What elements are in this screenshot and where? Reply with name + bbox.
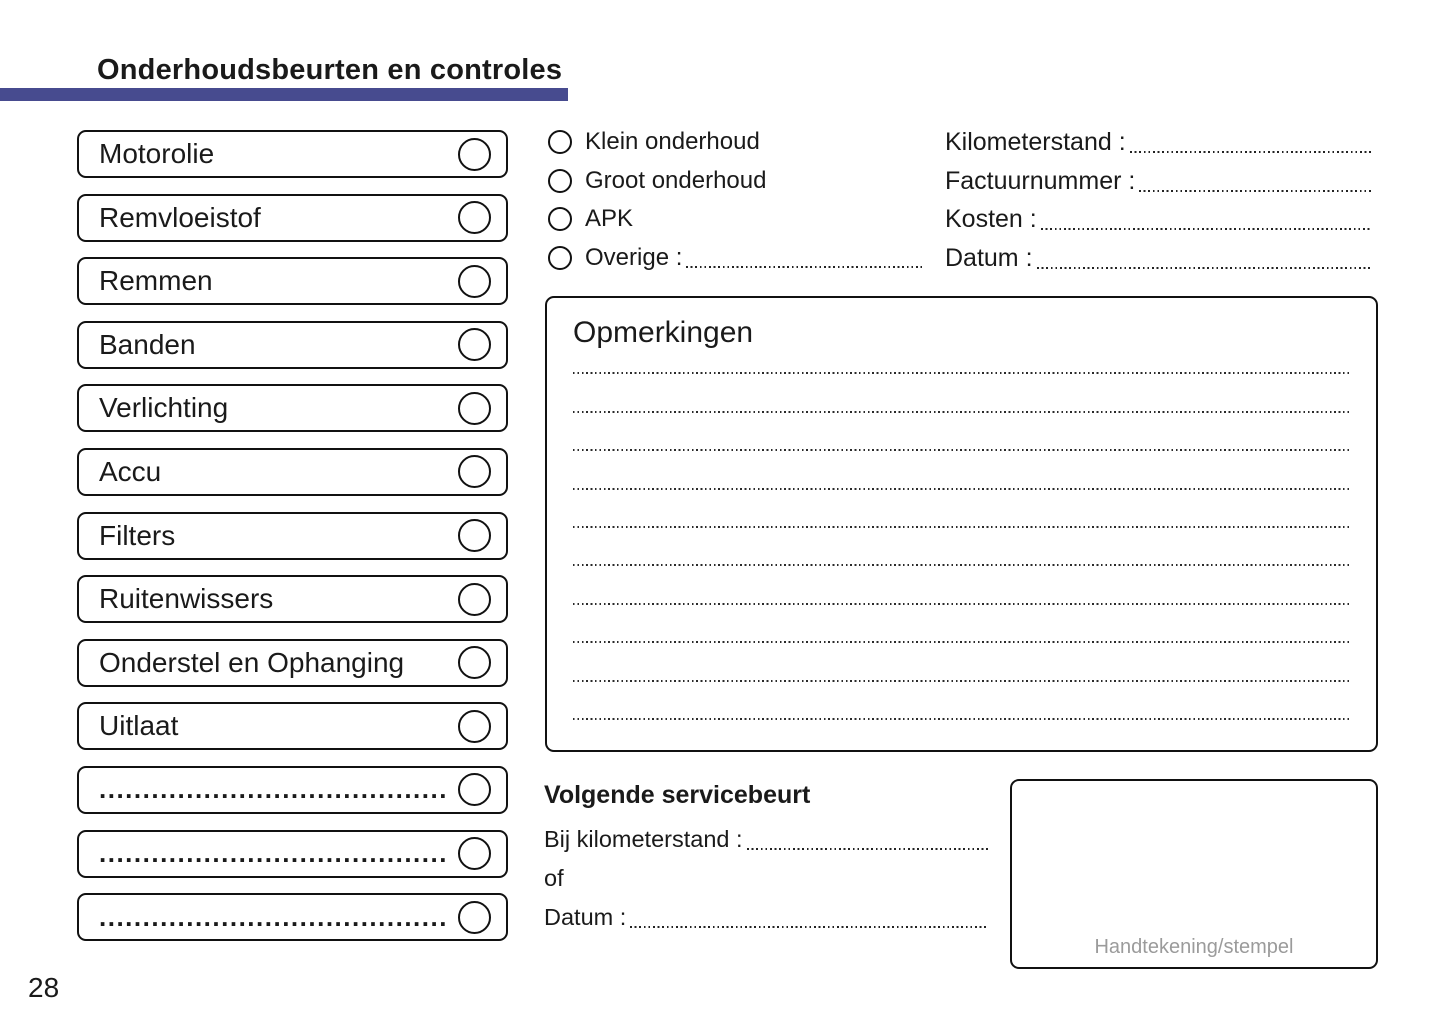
checklist-label: Remmen bbox=[99, 265, 213, 297]
checklist-row-verlichting bbox=[77, 384, 508, 432]
checkbox-circle[interactable] bbox=[458, 837, 491, 870]
radio-label: APK bbox=[585, 205, 634, 233]
dotted-write-in-line[interactable] bbox=[573, 566, 1350, 604]
remarks-title: Opmerkingen bbox=[573, 316, 754, 349]
checklist-label: Ruitenwissers bbox=[99, 583, 274, 615]
page-title: Onderhoudsbeurten en controles bbox=[97, 54, 563, 86]
checklist-row-motorolie bbox=[77, 130, 508, 178]
checklist-row-filters bbox=[77, 512, 508, 560]
service-type-options bbox=[548, 123, 922, 277]
checklist-row-remmen bbox=[77, 257, 508, 305]
checklist-label: Motorolie bbox=[99, 138, 215, 169]
checklist-label: Uitlaat bbox=[99, 710, 179, 742]
checklist-row-banden bbox=[77, 321, 508, 369]
service-option-overige bbox=[548, 239, 922, 278]
checkbox-circle[interactable] bbox=[458, 138, 491, 171]
dotted-write-in-line[interactable] bbox=[1041, 228, 1371, 230]
service-option-klein-onderhoud bbox=[548, 123, 922, 162]
blank-write-in-line[interactable]: ........................................ bbox=[99, 774, 448, 805]
radio-circle[interactable] bbox=[548, 169, 572, 193]
checklist-row-blank-3 bbox=[77, 893, 508, 941]
field-label: of bbox=[544, 865, 564, 891]
blank-write-in-line[interactable]: ........................................ bbox=[99, 901, 448, 932]
checkbox-circle[interactable] bbox=[458, 773, 491, 806]
radio-label: Groot onderhoud bbox=[585, 166, 767, 194]
remarks-write-in-area[interactable] bbox=[573, 336, 1350, 720]
checklist-row-ruitenwissers bbox=[77, 575, 508, 623]
dotted-write-in-line[interactable] bbox=[630, 926, 988, 928]
checklist-row-blank-2 bbox=[77, 830, 508, 878]
checkbox-circle[interactable] bbox=[458, 328, 491, 361]
field-label: Bij kilometerstand : bbox=[544, 826, 743, 852]
field-label: Kosten : bbox=[945, 205, 1037, 234]
next-service-of-text bbox=[544, 859, 988, 898]
radio-label: Klein onderhoud bbox=[585, 128, 760, 156]
checkbox-circle[interactable] bbox=[458, 265, 491, 298]
maintenance-checklist bbox=[77, 130, 508, 941]
checklist-label: Verlichting bbox=[99, 392, 229, 424]
dotted-write-in-line[interactable] bbox=[573, 374, 1350, 412]
signature-stamp-label: Handtekening/stempel bbox=[1094, 936, 1294, 958]
checkbox-circle[interactable] bbox=[458, 583, 491, 616]
checkbox-circle[interactable] bbox=[458, 392, 491, 425]
checklist-row-onderstel-en-ophanging bbox=[77, 639, 508, 687]
service-option-groot-onderhoud bbox=[548, 162, 922, 201]
field-factuurnummer bbox=[945, 162, 1371, 201]
service-option-apk bbox=[548, 200, 922, 239]
field-label: Factuurnummer : bbox=[945, 166, 1136, 195]
blank-write-in-line[interactable]: ........................................ bbox=[99, 838, 448, 869]
dotted-write-in-line[interactable] bbox=[686, 266, 922, 268]
checklist-label: Accu bbox=[99, 455, 162, 487]
checklist-row-remvloeistof bbox=[77, 194, 508, 242]
dotted-write-in-line[interactable] bbox=[573, 643, 1350, 681]
checkbox-circle[interactable] bbox=[458, 519, 491, 552]
dotted-write-in-line[interactable] bbox=[1130, 151, 1371, 153]
remarks-box bbox=[545, 296, 1378, 752]
checklist-label: Remvloeistof bbox=[99, 201, 261, 233]
field-bij-kilometerstand bbox=[544, 820, 988, 859]
field-kilometerstand bbox=[945, 123, 1371, 162]
checklist-label: Banden bbox=[99, 328, 196, 360]
checklist-row-blank-1 bbox=[77, 766, 508, 814]
dotted-write-in-line[interactable] bbox=[573, 528, 1350, 566]
radio-label: Overige : bbox=[585, 244, 683, 272]
dotted-write-in-line[interactable] bbox=[573, 605, 1350, 643]
field-label: Datum : bbox=[544, 904, 627, 930]
checkbox-circle[interactable] bbox=[458, 455, 491, 488]
dotted-write-in-line[interactable] bbox=[1037, 267, 1371, 269]
radio-circle[interactable] bbox=[548, 207, 572, 231]
field-label: Datum : bbox=[945, 244, 1033, 273]
checkbox-circle[interactable] bbox=[458, 710, 491, 743]
page-number: 28 bbox=[28, 972, 60, 1003]
radio-circle[interactable] bbox=[548, 246, 572, 270]
dotted-write-in-line[interactable] bbox=[573, 451, 1350, 489]
radio-circle[interactable] bbox=[548, 130, 572, 154]
next-service-title: Volgende servicebeurt bbox=[544, 781, 811, 809]
dotted-write-in-line[interactable] bbox=[1139, 190, 1371, 192]
field-next-datum bbox=[544, 898, 988, 937]
dotted-write-in-line[interactable] bbox=[573, 682, 1350, 720]
checklist-row-accu bbox=[77, 448, 508, 496]
checkbox-circle[interactable] bbox=[458, 901, 491, 934]
dotted-write-in-line[interactable] bbox=[573, 490, 1350, 528]
next-service-section bbox=[544, 781, 988, 937]
checklist-label: Onderstel en Ophanging bbox=[99, 646, 405, 678]
dotted-write-in-line[interactable] bbox=[573, 336, 1350, 374]
checkbox-circle[interactable] bbox=[458, 646, 491, 679]
title-underline-bar bbox=[0, 88, 568, 101]
field-kosten bbox=[945, 201, 1371, 240]
service-detail-fields bbox=[945, 123, 1371, 278]
signature-stamp-box[interactable] bbox=[1010, 779, 1378, 969]
checklist-row-uitlaat bbox=[77, 702, 508, 750]
field-datum bbox=[945, 239, 1371, 278]
checklist-label: Filters bbox=[99, 519, 176, 551]
field-label: Kilometerstand : bbox=[945, 127, 1126, 156]
dotted-write-in-line[interactable] bbox=[573, 413, 1350, 451]
checkbox-circle[interactable] bbox=[458, 201, 491, 234]
dotted-write-in-line[interactable] bbox=[747, 848, 988, 850]
